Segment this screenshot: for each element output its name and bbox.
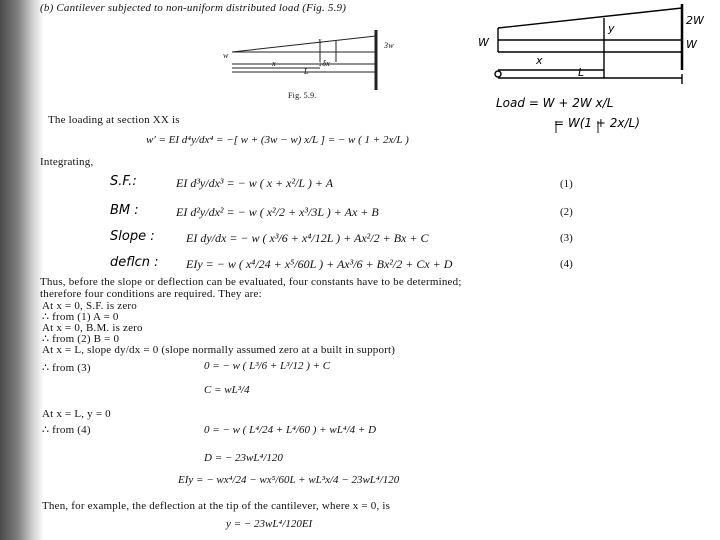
condition-3: At x = L, slope dy/dx = 0 (slope normally assumed zero at a built in support) [42, 344, 396, 356]
tip-deflection-equation: y = − 23wL⁴/120EI [226, 518, 313, 530]
fig-label-L: L [304, 67, 309, 76]
eq-deflection: EIy = − w ( x⁴/24 + x⁵/60L ) + Ax³/6 + Bx²/2 + Cx + D [186, 257, 453, 271]
thus-line-1: Thus, before the slope or deflection can be evaluated, four constants have to be determined; [40, 276, 462, 288]
eq-num-1: (1) [560, 178, 573, 190]
sketch-label-W-right: W [686, 38, 697, 51]
from-3: ∴ from (3) [42, 362, 91, 374]
sketch-label-x: x [536, 54, 543, 67]
then-text: Then, for example, the deflection at the tip of the cantilever, where x = 0, is [42, 500, 391, 512]
eq-num-2: (2) [560, 206, 573, 218]
figure-caption: Fig. 5.9. [288, 91, 317, 100]
ely-final-equation: EIy = − wx⁴/24 − wx⁵/60L + wL³x/4 − 23wL⁴/120 [178, 474, 400, 486]
sketch-label-2W: 2W [686, 14, 704, 27]
c-equation-1: 0 = − w ( L³/6 + L³/12 ) + C [204, 360, 331, 372]
thus-line-2: therefore four conditions are required. They are: [40, 288, 262, 300]
eq-num-4: (4) [560, 258, 573, 270]
hw-bm: BM : [110, 203, 139, 218]
d-equation-2: D = − 23wL⁴/120 [204, 452, 283, 464]
hw-slope: Slope : [110, 229, 155, 244]
fig-label-x-bottom: x [272, 59, 276, 68]
fig-label-x-top: x [318, 36, 322, 45]
loading-text: The loading at section XX is [48, 114, 180, 126]
eq-shear: EI d³y/dx³ = − w ( x + x²/L ) + A [176, 176, 334, 190]
integrating-text: Integrating, [40, 156, 94, 168]
eq-slope: EI dy/dx = − w ( x³/6 + x⁴/12L ) + Ax²/2 + Bx + C [186, 231, 429, 245]
handwritten-sketch [495, 4, 682, 84]
fig-label-dx: ↓δx [318, 59, 330, 68]
condition-2-result: ∴ from (2) B = 0 [42, 333, 120, 345]
condition-4: At x = L, y = 0 [42, 408, 111, 420]
sketch-label-L: L [578, 66, 585, 79]
condition-2: At x = 0, B.M. is zero [42, 322, 143, 334]
fig-label-3w: 3w [384, 41, 394, 50]
hw-deflection: deflcn : [110, 255, 159, 270]
fig-label-w: w [223, 51, 229, 60]
sketch-label-W-left: W [478, 36, 489, 49]
handwritten-load: Load = W + 2W x/L [496, 96, 614, 110]
figure-5-9 [232, 30, 376, 90]
sketch-label-y: y [608, 22, 615, 35]
d-equation-1: 0 = − w ( L⁴/24 + L⁴/60 ) + wL⁴/4 + D [204, 424, 377, 436]
condition-1-result: ∴ from (1) A = 0 [42, 311, 119, 323]
eq-moment: EI d²y/dx² = − w ( x²/2 + x³/3L ) + Ax + B [176, 205, 379, 219]
handwritten-load-simplified: = W(1 + 2x/L) [554, 116, 640, 130]
loading-equation: w′ = EI d⁴y/dx⁴ = −[ w + (3w − w) x/L ] = − w ( 1 + 2x/L ) [146, 134, 409, 146]
condition-1: At x = 0, S.F. is zero [42, 300, 137, 312]
section-heading: (b) Cantilever subjected to non-uniform distributed load (Fig. 5.9) [40, 2, 347, 14]
from-4: ∴ from (4) [42, 424, 91, 436]
eq-num-3: (3) [560, 232, 573, 244]
hw-sf: S.F.: [110, 174, 137, 189]
c-equation-2: C = wL³/4 [204, 384, 250, 396]
